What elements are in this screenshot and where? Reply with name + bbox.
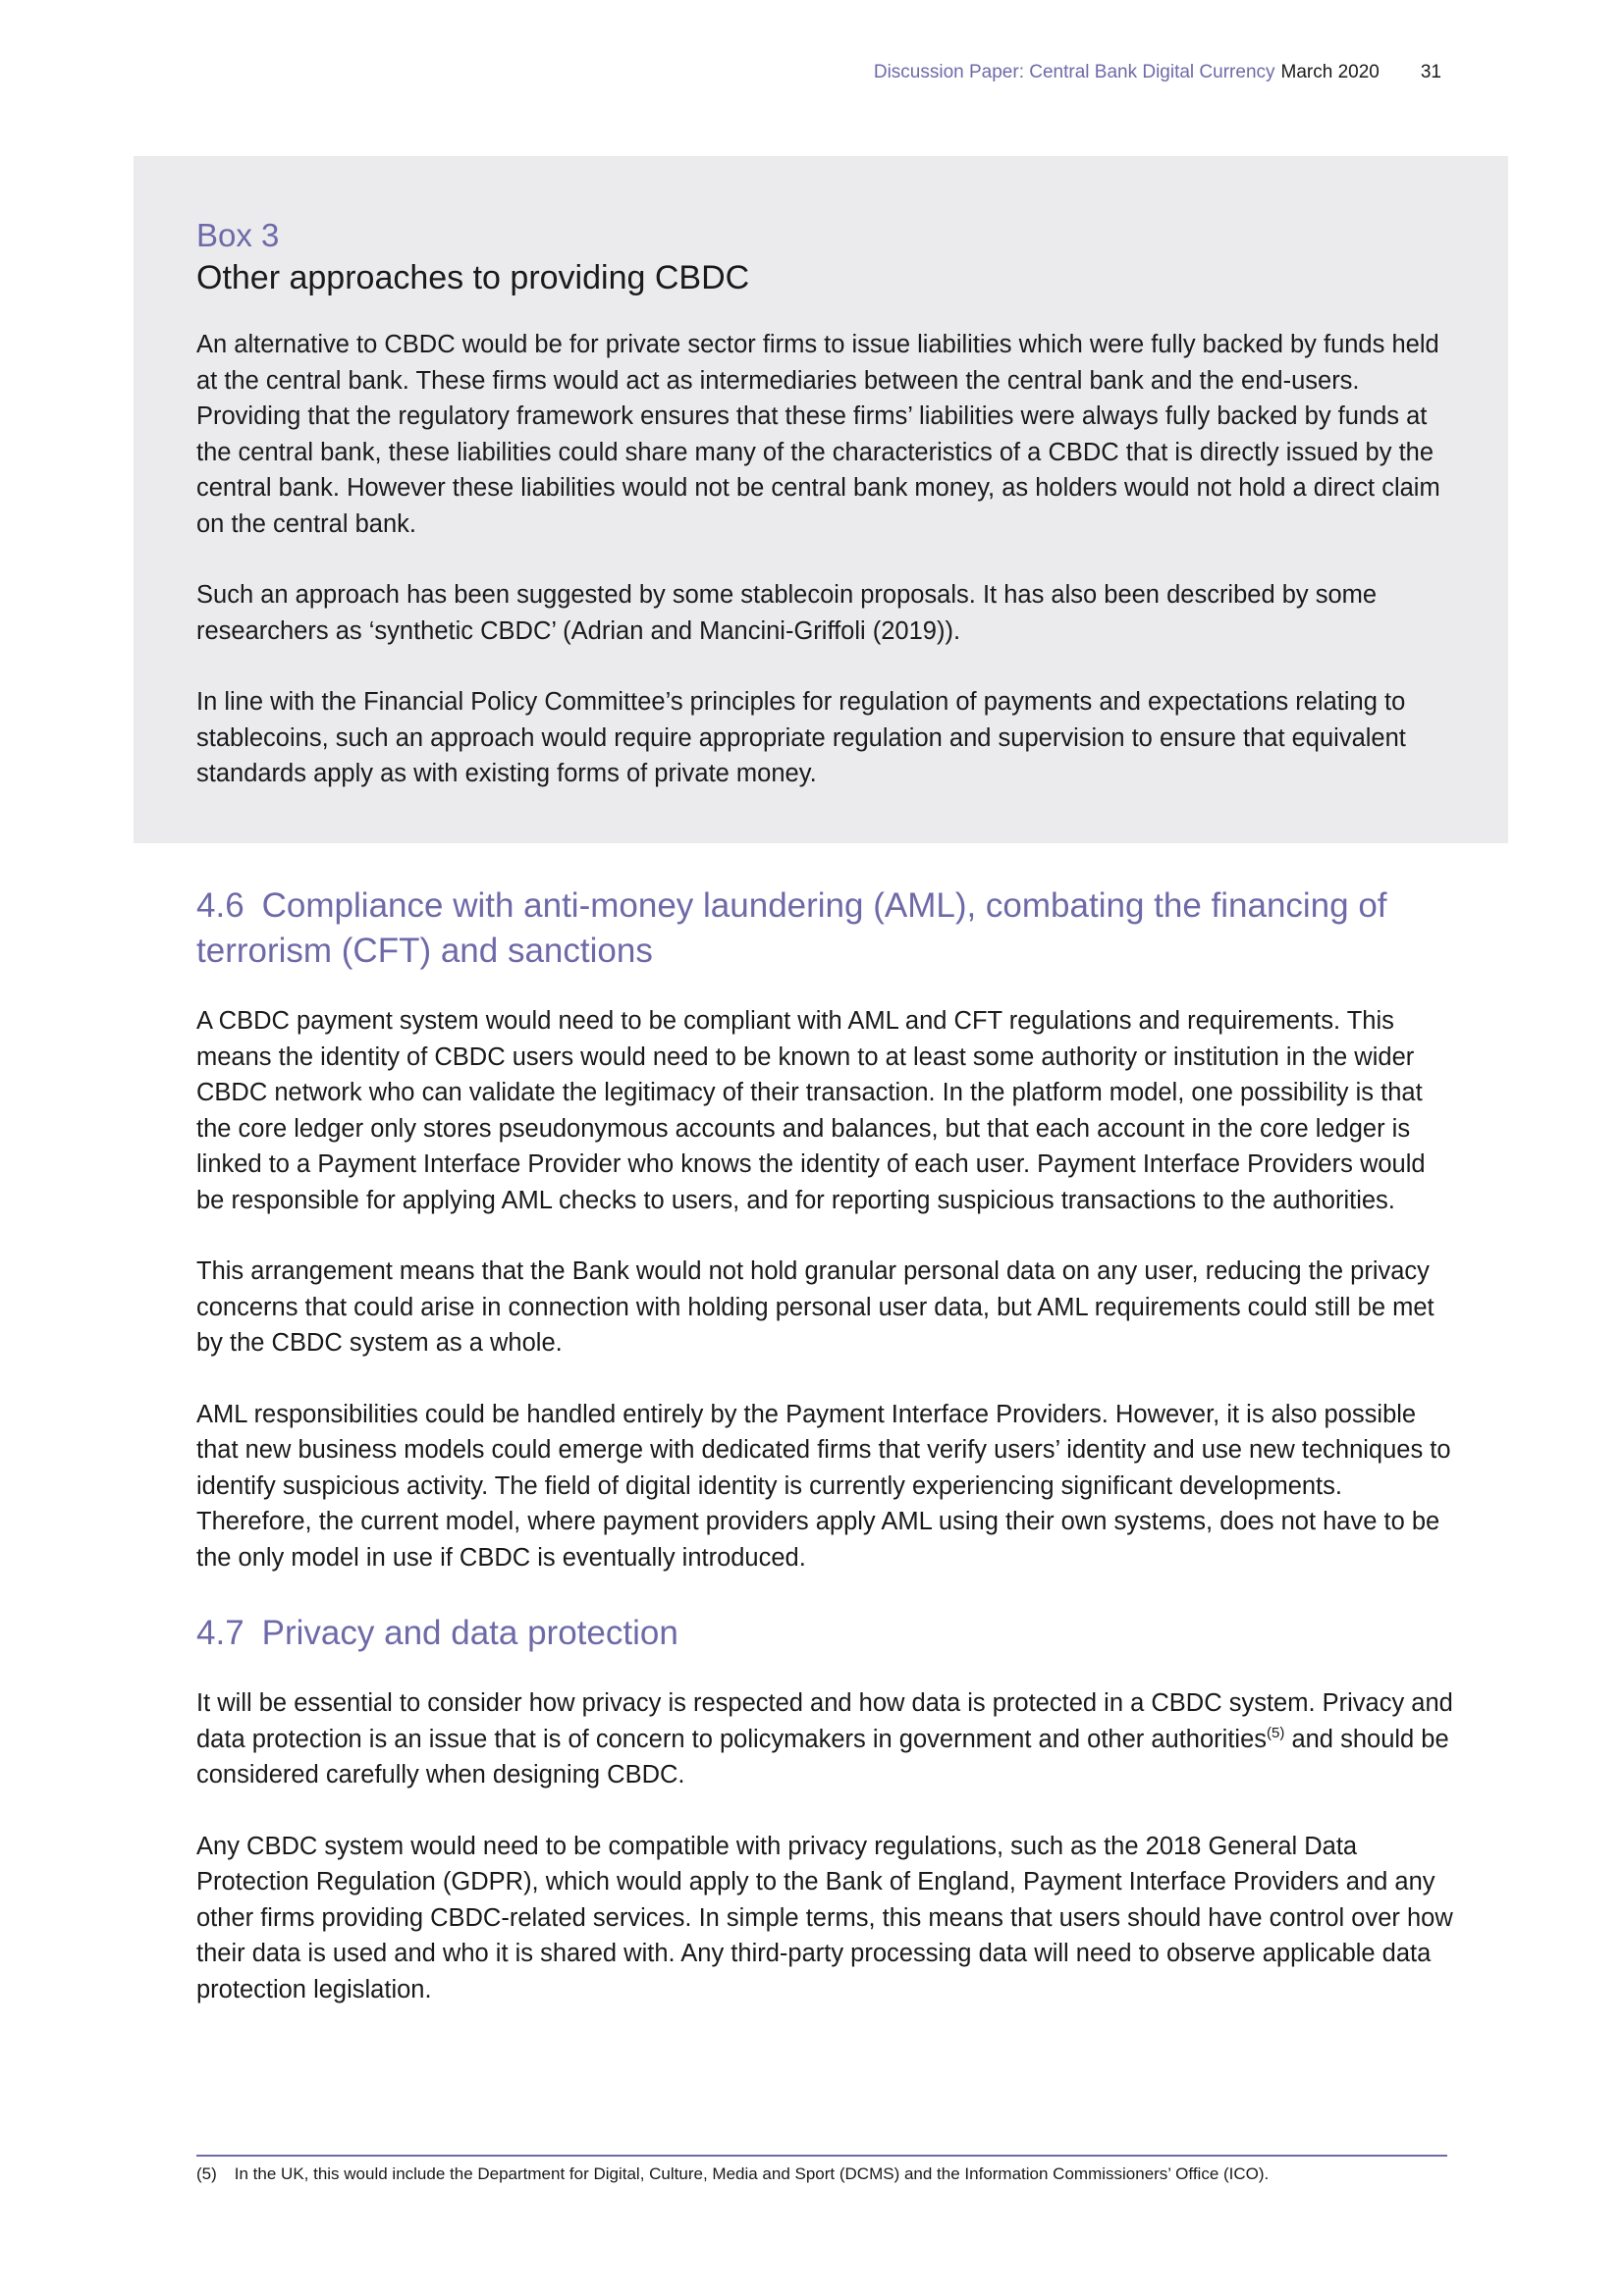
header-date: March 2020 xyxy=(1280,62,1380,82)
paragraph-text: It will be essential to consider how privacy is respected and how data is protected in a CBDC system. Privacy and data protection is an issue that is of concern to policymakers in government and other authorities xyxy=(196,1689,1453,1753)
section-title: Compliance with anti-money laundering (AML), combating the financing of terrorism (CFT) and sanctions xyxy=(196,886,1387,970)
footnote-marker: (5) xyxy=(196,2164,217,2183)
footnote-reference[interactable]: (5) xyxy=(1267,1724,1285,1741)
header-title: Discussion Paper: Central Bank Digital Currency xyxy=(873,62,1275,82)
box-label: Box 3 xyxy=(196,217,280,253)
footnote xyxy=(196,2163,1269,2185)
running-header xyxy=(874,61,1441,84)
section-number: 4.6 xyxy=(196,886,244,925)
section-heading-4-6 xyxy=(196,883,1453,974)
box-3 xyxy=(134,156,1508,843)
main-content xyxy=(196,883,1453,2043)
box-paragraph: Such an approach has been suggested by some stablecoin proposals. It has also been described by some researchers as ‘synthetic CBDC’ (Adrian and Mancini-Griffoli (2019)). xyxy=(196,581,1378,645)
body-paragraph: Any CBDC system would need to be compatible with privacy regulations, such as the 2018 General Data Protection Regulation (GDPR), which would apply to the Bank of England, Payment Interface Providers and any other firms providing CBDC-related services. In simple terms, this means that users should have control over how their data is used and who it is shared with. Any third-party processing data will need to observe applicable data protection legislation. xyxy=(196,1832,1453,2003)
footnote-text: In the UK, this would include the Department for Digital, Culture, Media and Sport (DCMS) and the Information Commissioners’ Office (ICO). xyxy=(234,2164,1270,2183)
section-number: 4.7 xyxy=(196,1614,244,1652)
box-paragraph: In line with the Financial Policy Committee’s principles for regulation of payments and expectations relating to stablecoins, such an approach would require appropriate regulation and supervision to ensure that equivalent standards apply as with existing forms of private money. xyxy=(196,688,1406,787)
paragraph-text: and should be considered carefully when designing CBDC. xyxy=(196,1725,1449,1789)
body-paragraph: A CBDC payment system would need to be compliant with AML and CFT regulations and requirements. This means the identity of CBDC users would need to be known to at least some authority or institution in the wider CBDC network who can validate the legitimacy of their transaction. In the platform model, one possibility is that the core ledger only stores pseudonymous accounts and balances, but that each account in the core ledger is linked to a Payment Interface Provider who knows the identity of each user. Payment Interface Providers would be responsible for applying AML checks to users, and for reporting suspicious transactions to the authorities. xyxy=(196,1007,1426,1214)
body-paragraph xyxy=(196,1685,1453,1793)
box-title: Other approaches to providing CBDC xyxy=(196,259,750,296)
section-title: Privacy and data protection xyxy=(261,1614,678,1652)
footnote-divider xyxy=(196,2155,1447,2157)
box-paragraph: An alternative to CBDC would be for private sector firms to issue liabilities which were fully backed by funds held at the central bank. These firms would act as intermediaries between the central bank and the end-users. Providing that the regulatory framework ensures that these firms’ liabilities were always fully backed by funds at the central bank, these liabilities could share many of the characteristics of a CBDC that is directly issued by the central bank. However these liabilities would not be central bank money, as holders would not hold a direct claim on the central bank. xyxy=(196,331,1440,538)
section-heading-4-7 xyxy=(196,1611,1453,1656)
page-number: 31 xyxy=(1420,62,1441,82)
body-paragraph: This arrangement means that the Bank would not hold granular personal data on any user, reducing the privacy concerns that could arise in connection with holding personal user data, but AML requirements could still be met by the CBDC system as a whole. xyxy=(196,1257,1435,1357)
body-paragraph: AML responsibilities could be handled entirely by the Payment Interface Providers. However, it is also possible that new business models could emerge with dedicated firms that verify users’ identity and use new techniques to identify suspicious activity. The field of digital identity is currently experiencing significant developments. Therefore, the current model, where payment providers apply AML using their own systems, does not have to be the only model in use if CBDC is eventually introduced. xyxy=(196,1400,1451,1572)
